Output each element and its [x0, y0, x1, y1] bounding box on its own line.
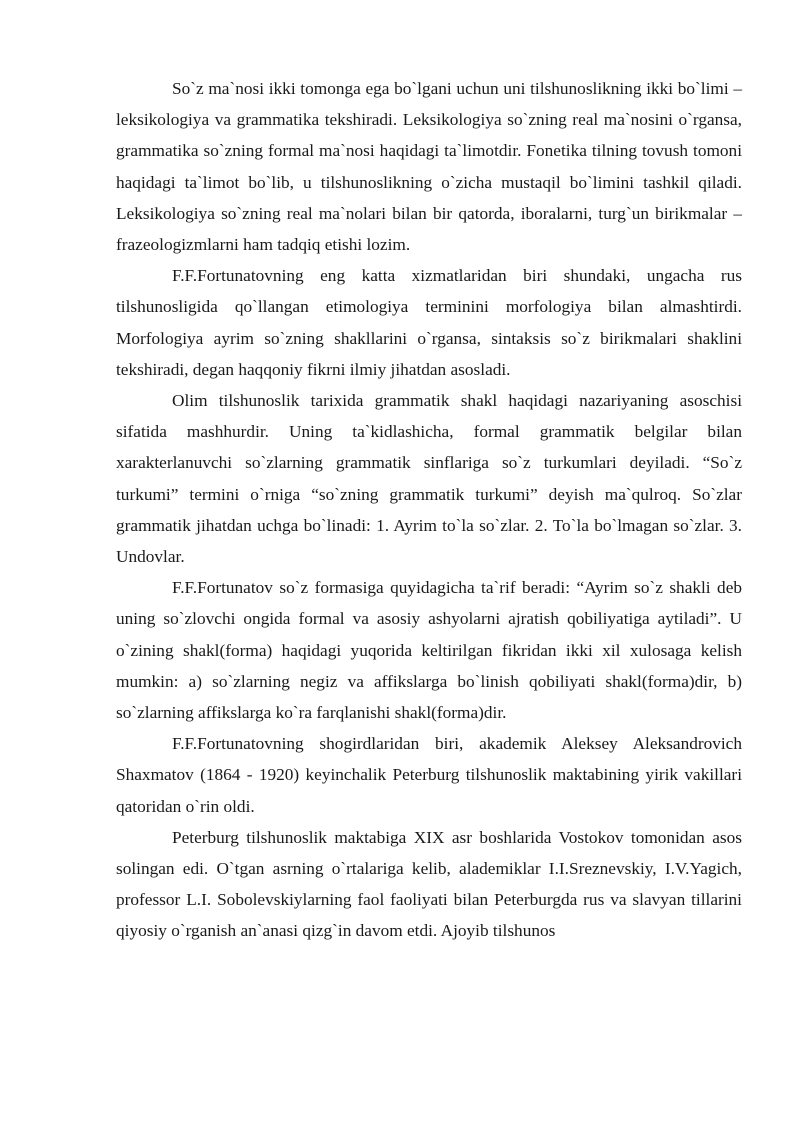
paragraph-3: Olim tilshunoslik tarixida grammatik shakl haqidagi nazariyaning asoschisi sifatida mashhurdir. Uning ta`kidlashicha, formal grammatik belgilar bilan xarakterlanuvchi so`zlarning grammatik sinflariga so`z turkumlari deyiladi. “So`z turkumi” termini o`rniga “so`zning grammatik turkumi” deyish ma`qulroq. So`zlar grammatik jihatdan uchga bo`linadi: 1. Ayrim to`la so`zlar. 2. To`la bo`lmagan so`zlar. 3. Undovlar. [116, 391, 742, 567]
paragraph-4: F.F.Fortunatov so`z formasiga quyidagicha ta`rif beradi: “Ayrim so`z shakli deb uning so`zlovchi ongida formal va asosiy ashyolarni ajratish qobiliyatiga aytiladi”. U o`zining shakl(forma) haqidagi yuqorida keltirilgan fikridan ikki xil xulosaga kelish mumkin: a) so`zlarning negiz va affikslarga bo`linish qobiliyati shakl(forma)dir, b) so`zlarning affikslarga ko`ra farqlanishi shakl(forma)dir. [116, 578, 742, 723]
paragraph-2: F.F.Fortunatovning eng katta xizmatlaridan biri shundaki, ungacha rus tilshunosligida qo`llangan etimologiya terminini morfologiya bilan almashtirdi. Morfologiya ayrim so`zning shakllarini o`rgansa, sintaksis so`z birikmalari shaklini tekshiradi, degan haqqoniy fikrni ilmiy jihatdan asosladi. [116, 266, 742, 379]
paragraph-6: Peterburg tilshunoslik maktabiga XIX asr boshlarida Vostokov tomonidan asos solingan edi. O`tgan asrning o`rtalariga kelib, alademiklar I.I.Sreznevskiy, I.V.Yagich, professor L.I. Sobolevskiylarning faol faoliyati bilan Peterburgda rus va slavyan tillarini qiyosiy o`rganish an`anasi qizg`in davom etdi. Ajoyib tilshunos [116, 827, 742, 941]
paragraph-1: So`z ma`nosi ikki tomonga ega bo`lgani uchun uni tilshunoslikning ikki bo`limi – leksikologiya va grammatika tekshiradi. Leksikologiya so`zning real ma`nosini o`rgansa, grammatika so`zning formal ma`nosi haqidagi ta`limotdir. Fonetika tilning tovush tomoni haqidagi ta`limot bo`lib, u tilshunoslikning o`zicha mustaqil bo`limini tashkil qiladi. Leksikologiya so`zning real ma`nolari bilan bir qatorda, iboralarni, turg`un birikmalar – frazeologizmlarni ham tadqiq etishi lozim. [116, 79, 742, 255]
paragraph-5: F.F.Fortunatovning shogirdlaridan biri, akademik Aleksey Aleksandrovich Shaxmatov (1864 - 1920) keyinchalik Peterburg tilshunoslik maktabining yirik vakillari qatoridan o`rin oldi. [116, 734, 742, 816]
document-body [116, 73, 742, 947]
